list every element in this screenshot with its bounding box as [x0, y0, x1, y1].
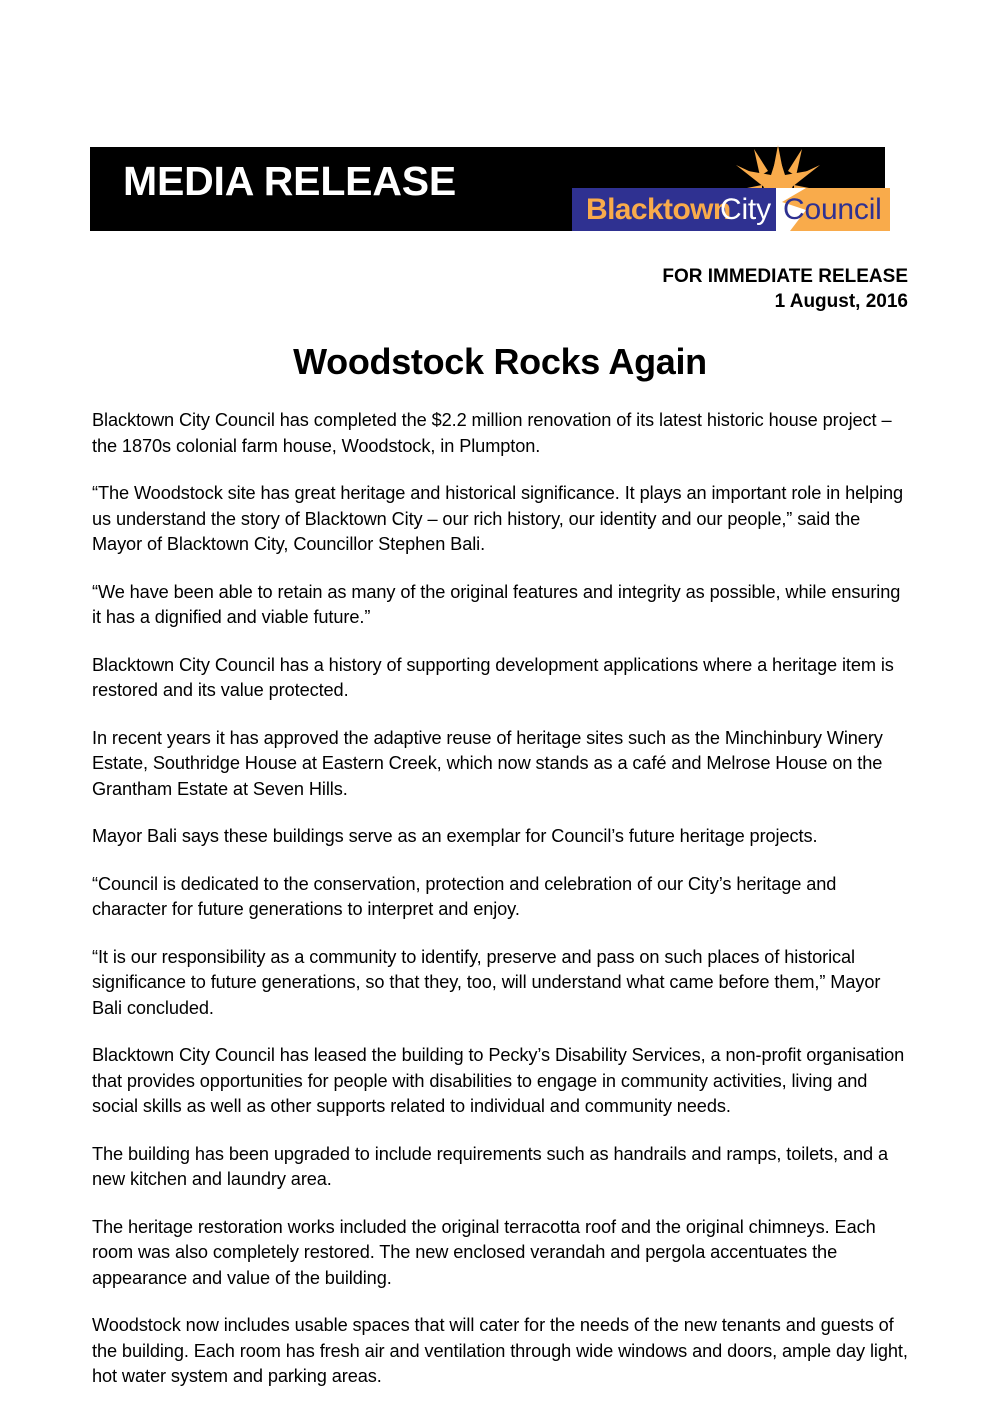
immediate-release-notice: FOR IMMEDIATE RELEASE [662, 266, 908, 287]
body-paragraph: Blacktown City Council has completed the $2.2 million renovation of its latest historic house project – the 1870s colonial farm house, Woodstock, in Plumpton. [92, 410, 892, 456]
body-paragraph: “The Woodstock site has great heritage and historical significance. It plays an important role in helping us understand the story of Blacktown City – our rich history, our identity and our people,” said the Mayor of Blacktown City, Councillor Stephen Bali. [92, 483, 904, 554]
release-headline: Woodstock Rocks Again [293, 341, 707, 382]
logo-wordmark-text [572, 188, 890, 231]
body-paragraph: “Council is dedicated to the conservation, protection and celebration of our City’s heritage and character for future generations to interpret and enjoy. [92, 873, 837, 919]
body-paragraph: Blacktown City Council has a history of supporting development applications where a heritage item is restored and its value protected. [92, 654, 894, 700]
release-meta [662, 264, 908, 314]
release-date: 1 August, 2016 [774, 291, 908, 312]
logo-word-council: Council [783, 193, 882, 226]
body-paragraph: Blacktown City Council has leased the building to Pecky’s Disability Services, a non-profit organisation that provides opportunities for people with disabilities to engage in community activities, living and social skills as well as other supports related to individual and community needs. [92, 1045, 905, 1116]
logo-word-blacktown: Blacktown [586, 193, 731, 226]
release-body [92, 408, 910, 1390]
body-paragraph: “We have been able to retain as many of the original features and integrity as possible, while ensuring it has a dignified and viable future.” [92, 581, 901, 627]
body-paragraph: The heritage restoration works included the original terracotta roof and the original chimneys. Each room was also completely restored. The new enclosed verandah and pergola accentuates the appearance and value of the building. [92, 1216, 876, 1288]
body-paragraph: “It is our responsibility as a community to identify, preserve and pass on such places of historical significance to future generations, so that they, too, will understand what came before them,” Mayor Bali concluded. [92, 946, 881, 1018]
body-paragraph: The building has been upgraded to include requirements such as handrails and ramps, toilets, and a new kitchen and laundry area. [92, 1143, 889, 1189]
body-paragraph: In recent years it has approved the adaptive reuse of heritage sites such as the Minchinbury Winery Estate, Southridge House at Eastern Creek, which now stands as a café and Melrose House on the Grantham Estate at Seven Hills. [92, 727, 883, 799]
body-paragraph: Woodstock now includes usable spaces that will cater for the needs of the new tenants and guests of the building. Each room has fresh air and ventilation through wide windows and doors, ample day light, hot water system and parking areas. [92, 1315, 908, 1386]
body-paragraph: Mayor Bali says these buildings serve as an exemplar for Council’s future heritage projects. [92, 826, 818, 846]
logo-word-city: City [720, 193, 771, 226]
blacktown-city-council-logo [572, 145, 890, 231]
page-title: MEDIA RELEASE [123, 158, 457, 204]
logo-wordmark-bar [572, 188, 890, 231]
